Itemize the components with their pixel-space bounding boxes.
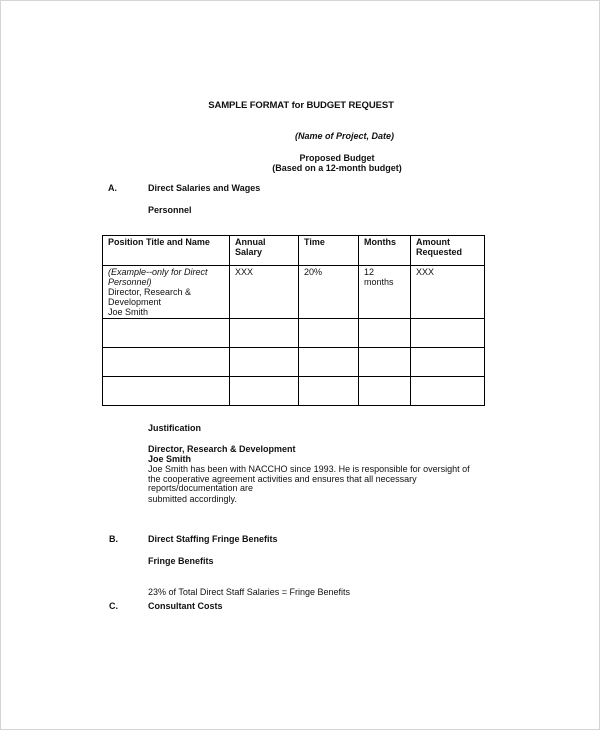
empty-cell — [299, 319, 359, 348]
justification-line: reports/documentation are — [148, 483, 254, 493]
empty-cell — [299, 377, 359, 406]
section-c-heading: Consultant Costs — [148, 601, 223, 611]
justification-heading: Justification — [148, 423, 202, 433]
justification-line: Joe Smith has been with NACCHO since 1993. He is responsible for oversight of — [148, 464, 470, 474]
section-a-letter: A. — [108, 183, 117, 193]
fringe-benefits-formula: 23% of Total Direct Staff Salaries = Fringe Benefits — [148, 587, 351, 597]
justification-position: Director, Research & Development — [148, 444, 296, 454]
section-a-heading: Direct Salaries and Wages — [148, 183, 261, 193]
table-header-row — [103, 236, 485, 266]
empty-cell — [411, 348, 485, 377]
cell-annual-salary: XXX — [230, 266, 299, 319]
personnel-budget-table — [102, 235, 485, 406]
header-annual-salary: Annual Salary — [230, 236, 299, 266]
section-b-letter: B. — [109, 534, 118, 544]
budget-period-note: (Based on a 12-month budget) — [272, 163, 402, 173]
empty-cell — [230, 348, 299, 377]
project-name-placeholder: (Name of Project, Date) — [295, 131, 395, 141]
justification-name: Joe Smith — [148, 454, 192, 464]
table-row-empty — [103, 377, 485, 406]
justification-line: the cooperative agreement activities and ensures that all necessary — [148, 474, 417, 484]
cell-position — [103, 266, 230, 319]
table-row — [103, 266, 485, 319]
document-title: SAMPLE FORMAT for BUDGET REQUEST — [208, 100, 394, 111]
fringe-benefits-subheading: Fringe Benefits — [148, 556, 214, 566]
cell-amount-requested: XXX — [411, 266, 485, 319]
empty-cell — [299, 348, 359, 377]
position-name: Joe Smith — [108, 307, 149, 317]
justification-line: submitted accordingly. — [148, 494, 237, 504]
cell-time: 20% — [299, 266, 359, 319]
empty-cell — [230, 377, 299, 406]
header-amount-requested: Amount Requested — [411, 236, 485, 266]
section-b-heading: Direct Staffing Fringe Benefits — [148, 534, 278, 544]
empty-cell — [359, 319, 411, 348]
proposed-budget-label: Proposed Budget — [299, 153, 375, 163]
personnel-subheading: Personnel — [148, 205, 192, 215]
header-months: Months — [359, 236, 411, 266]
empty-cell — [411, 377, 485, 406]
empty-cell — [359, 377, 411, 406]
empty-cell — [103, 319, 230, 348]
empty-cell — [230, 319, 299, 348]
table-row-empty — [103, 319, 485, 348]
empty-cell — [411, 319, 485, 348]
position-example-note: (Example--only for Direct Personnel) — [108, 267, 208, 287]
table-row-empty — [103, 348, 485, 377]
header-time: Time — [299, 236, 359, 266]
section-c-letter: C. — [109, 601, 118, 611]
cell-months: 12 months — [359, 266, 411, 319]
empty-cell — [103, 348, 230, 377]
empty-cell — [103, 377, 230, 406]
position-title: Director, Research & Development — [108, 287, 192, 307]
empty-cell — [359, 348, 411, 377]
header-position-title: Position Title and Name — [103, 236, 230, 266]
